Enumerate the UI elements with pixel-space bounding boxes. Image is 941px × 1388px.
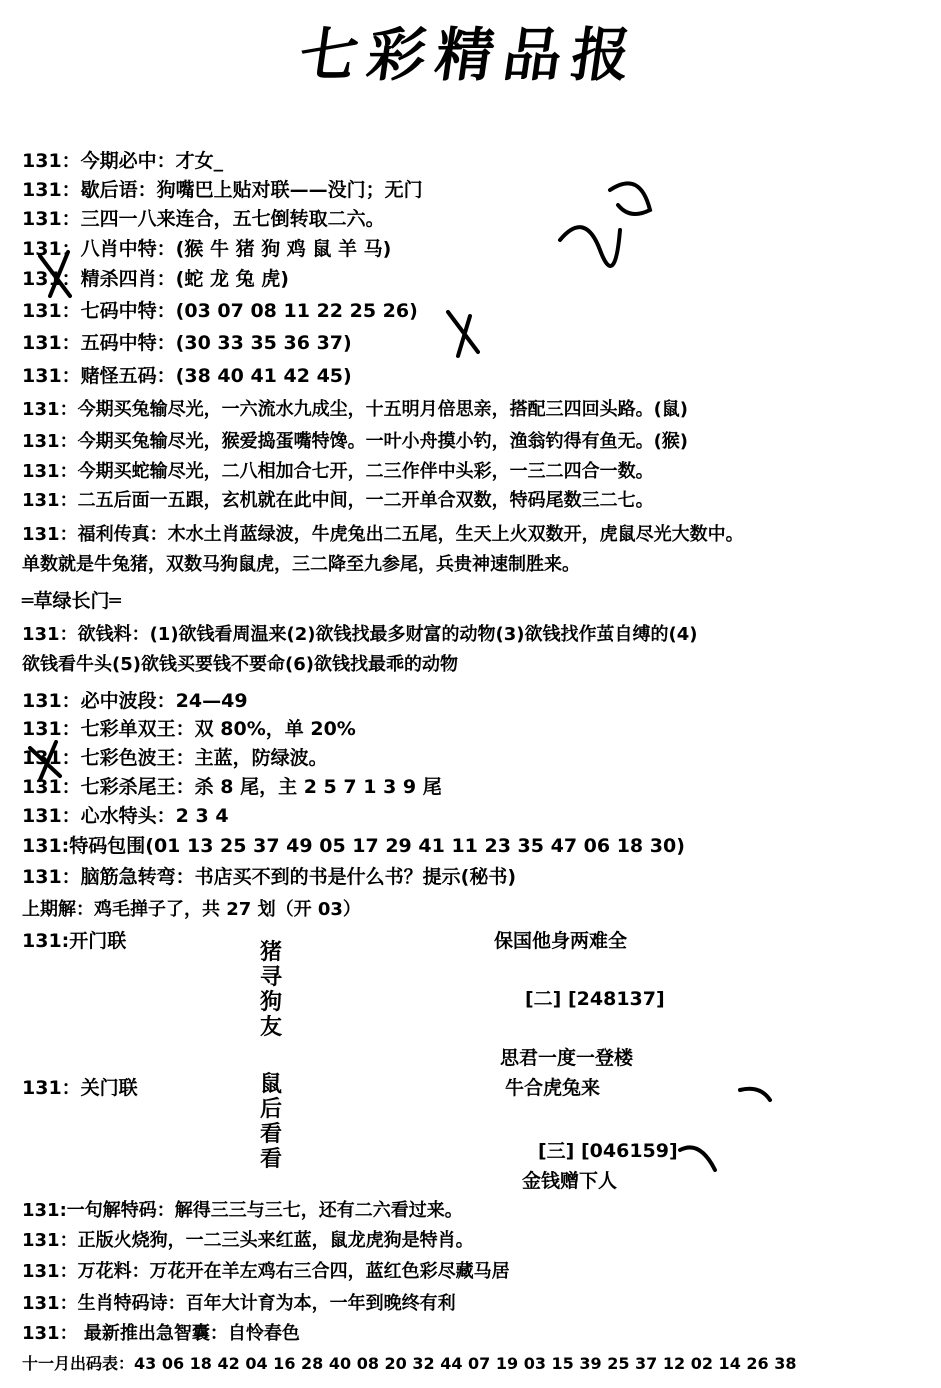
line-13: 131：福利传真：木水土肖蓝绿波，牛虎兔出二五尾，生天上火双数开，虎鼠尽光大数中。	[22, 524, 744, 545]
section-heading: ═草绿长门═	[22, 590, 121, 612]
line-6: 131：七码中特：(03 07 08 11 22 25 26)	[22, 300, 418, 322]
line-18: 131：七彩单双王：双 80%，单 20%	[22, 718, 356, 740]
line-24: 上期解：鸡毛掸子了，共 27 划（开 03）	[22, 899, 361, 920]
line-16: 欲钱看牛头(5)欲钱买要钱不要命(6)欲钱找最乖的动物	[22, 654, 458, 675]
line-17: 131：必中波段：24—49	[22, 690, 248, 712]
line-7: 131：五码中特：(30 33 35 36 37)	[22, 332, 352, 354]
line-20: 131：七彩杀尾王：杀 8 尾，主 2 5 7 1 3 9 尾	[22, 776, 442, 798]
bottom-line-4: 131：生肖特码诗：百年大计育为本，一年到晚终有利	[22, 1293, 456, 1314]
line-4: 131：八肖中特：(猴 牛 猪 狗 鸡 鼠 羊 马)	[22, 238, 392, 260]
guanmen-label: 131：关门联	[22, 1077, 138, 1099]
line-10: 131：今期买兔输尽光，猴爱捣蛋嘴特馋。一叶小舟摸小钓，渔翁钓得有鱼无。(猴)	[22, 431, 689, 452]
line-15: 131：欲钱料：(1)欲钱看周温来(2)欲钱找最多财富的动物(3)欲钱找作茧自缚的(4)	[22, 624, 698, 645]
kaimen-code: [二] [248137]	[525, 988, 665, 1010]
line-3: 131：三四一八来连合，五七倒转取二六。	[22, 208, 385, 230]
line-22: 131:特码包围(01 13 25 37 49 05 17 29 41 11 23 35 47 06 18 30)	[22, 835, 685, 857]
guanmen-code: [三] [046159]	[538, 1140, 678, 1162]
line-19: 131：七彩色波王：主蓝，防绿波。	[22, 747, 328, 769]
line-8: 131：赌怪五码：(38 40 41 42 45)	[22, 365, 352, 387]
bottom-line-5: 131： 最新推出急智囊：自怜春色	[22, 1323, 300, 1344]
guanmen-above-text: 思君一度一登楼	[500, 1047, 634, 1069]
kaimen-right-text: 保国他身两难全	[494, 930, 628, 952]
line-12: 131：二五后面一五跟，玄机就在此中间，一二开单合双数，特码尾数三二七。	[22, 490, 654, 511]
line-23: 131：脑筋急转弯：书店买不到的书是什么书？提示(秘书)	[22, 866, 517, 888]
bottom-line-6: 十一月出码表：43 06 18 42 04 16 28 40 08 20 32 44 07 19 03 15 39 25 37 12 02 14 26 38	[22, 1354, 797, 1373]
bottom-line-3: 131：万花料：万花开在羊左鸡右三合四，蓝红色彩尽藏马居	[22, 1261, 510, 1282]
page-title: 七彩精品报	[295, 21, 645, 89]
guanmen-right-text: 牛合虎兔来	[505, 1077, 601, 1099]
bottom-line-2: 131：正版火烧狗，一二三头来红蓝，鼠龙虎狗是特肖。	[22, 1230, 474, 1251]
line-1: 131：今期必中：才女_	[22, 150, 224, 172]
kaimen-label: 131:开门联	[22, 930, 127, 952]
line-11: 131：今期买蛇输尽光，二八相加合七开，二三作伴中头彩，一三二四合一数。	[22, 461, 654, 482]
line-21: 131：心水特头：2 3 4	[22, 805, 229, 827]
guanmen-bottom-text: 金钱赠下人	[522, 1170, 618, 1192]
line-14: 单数就是牛兔猪，双数马狗鼠虎，三二降至九参尾，兵贵神速制胜来。	[22, 554, 580, 575]
kaimen-vertical: 猪寻狗友	[260, 940, 283, 1040]
line-5: 131：精杀四肖：(蛇 龙 兔 虎)	[22, 268, 289, 290]
line-2: 131：歇后语：狗嘴巴上贴对联——没门；无门	[22, 179, 423, 201]
line-9: 131：今期买兔输尽光，一六流水九成尘，十五明月倍思亲，搭配三四回头路。(鼠)	[22, 399, 689, 420]
bottom-line-1: 131:一句解特码：解得三三与三七，还有二六看过来。	[22, 1200, 463, 1221]
guanmen-vertical: 鼠后看看	[260, 1072, 283, 1172]
